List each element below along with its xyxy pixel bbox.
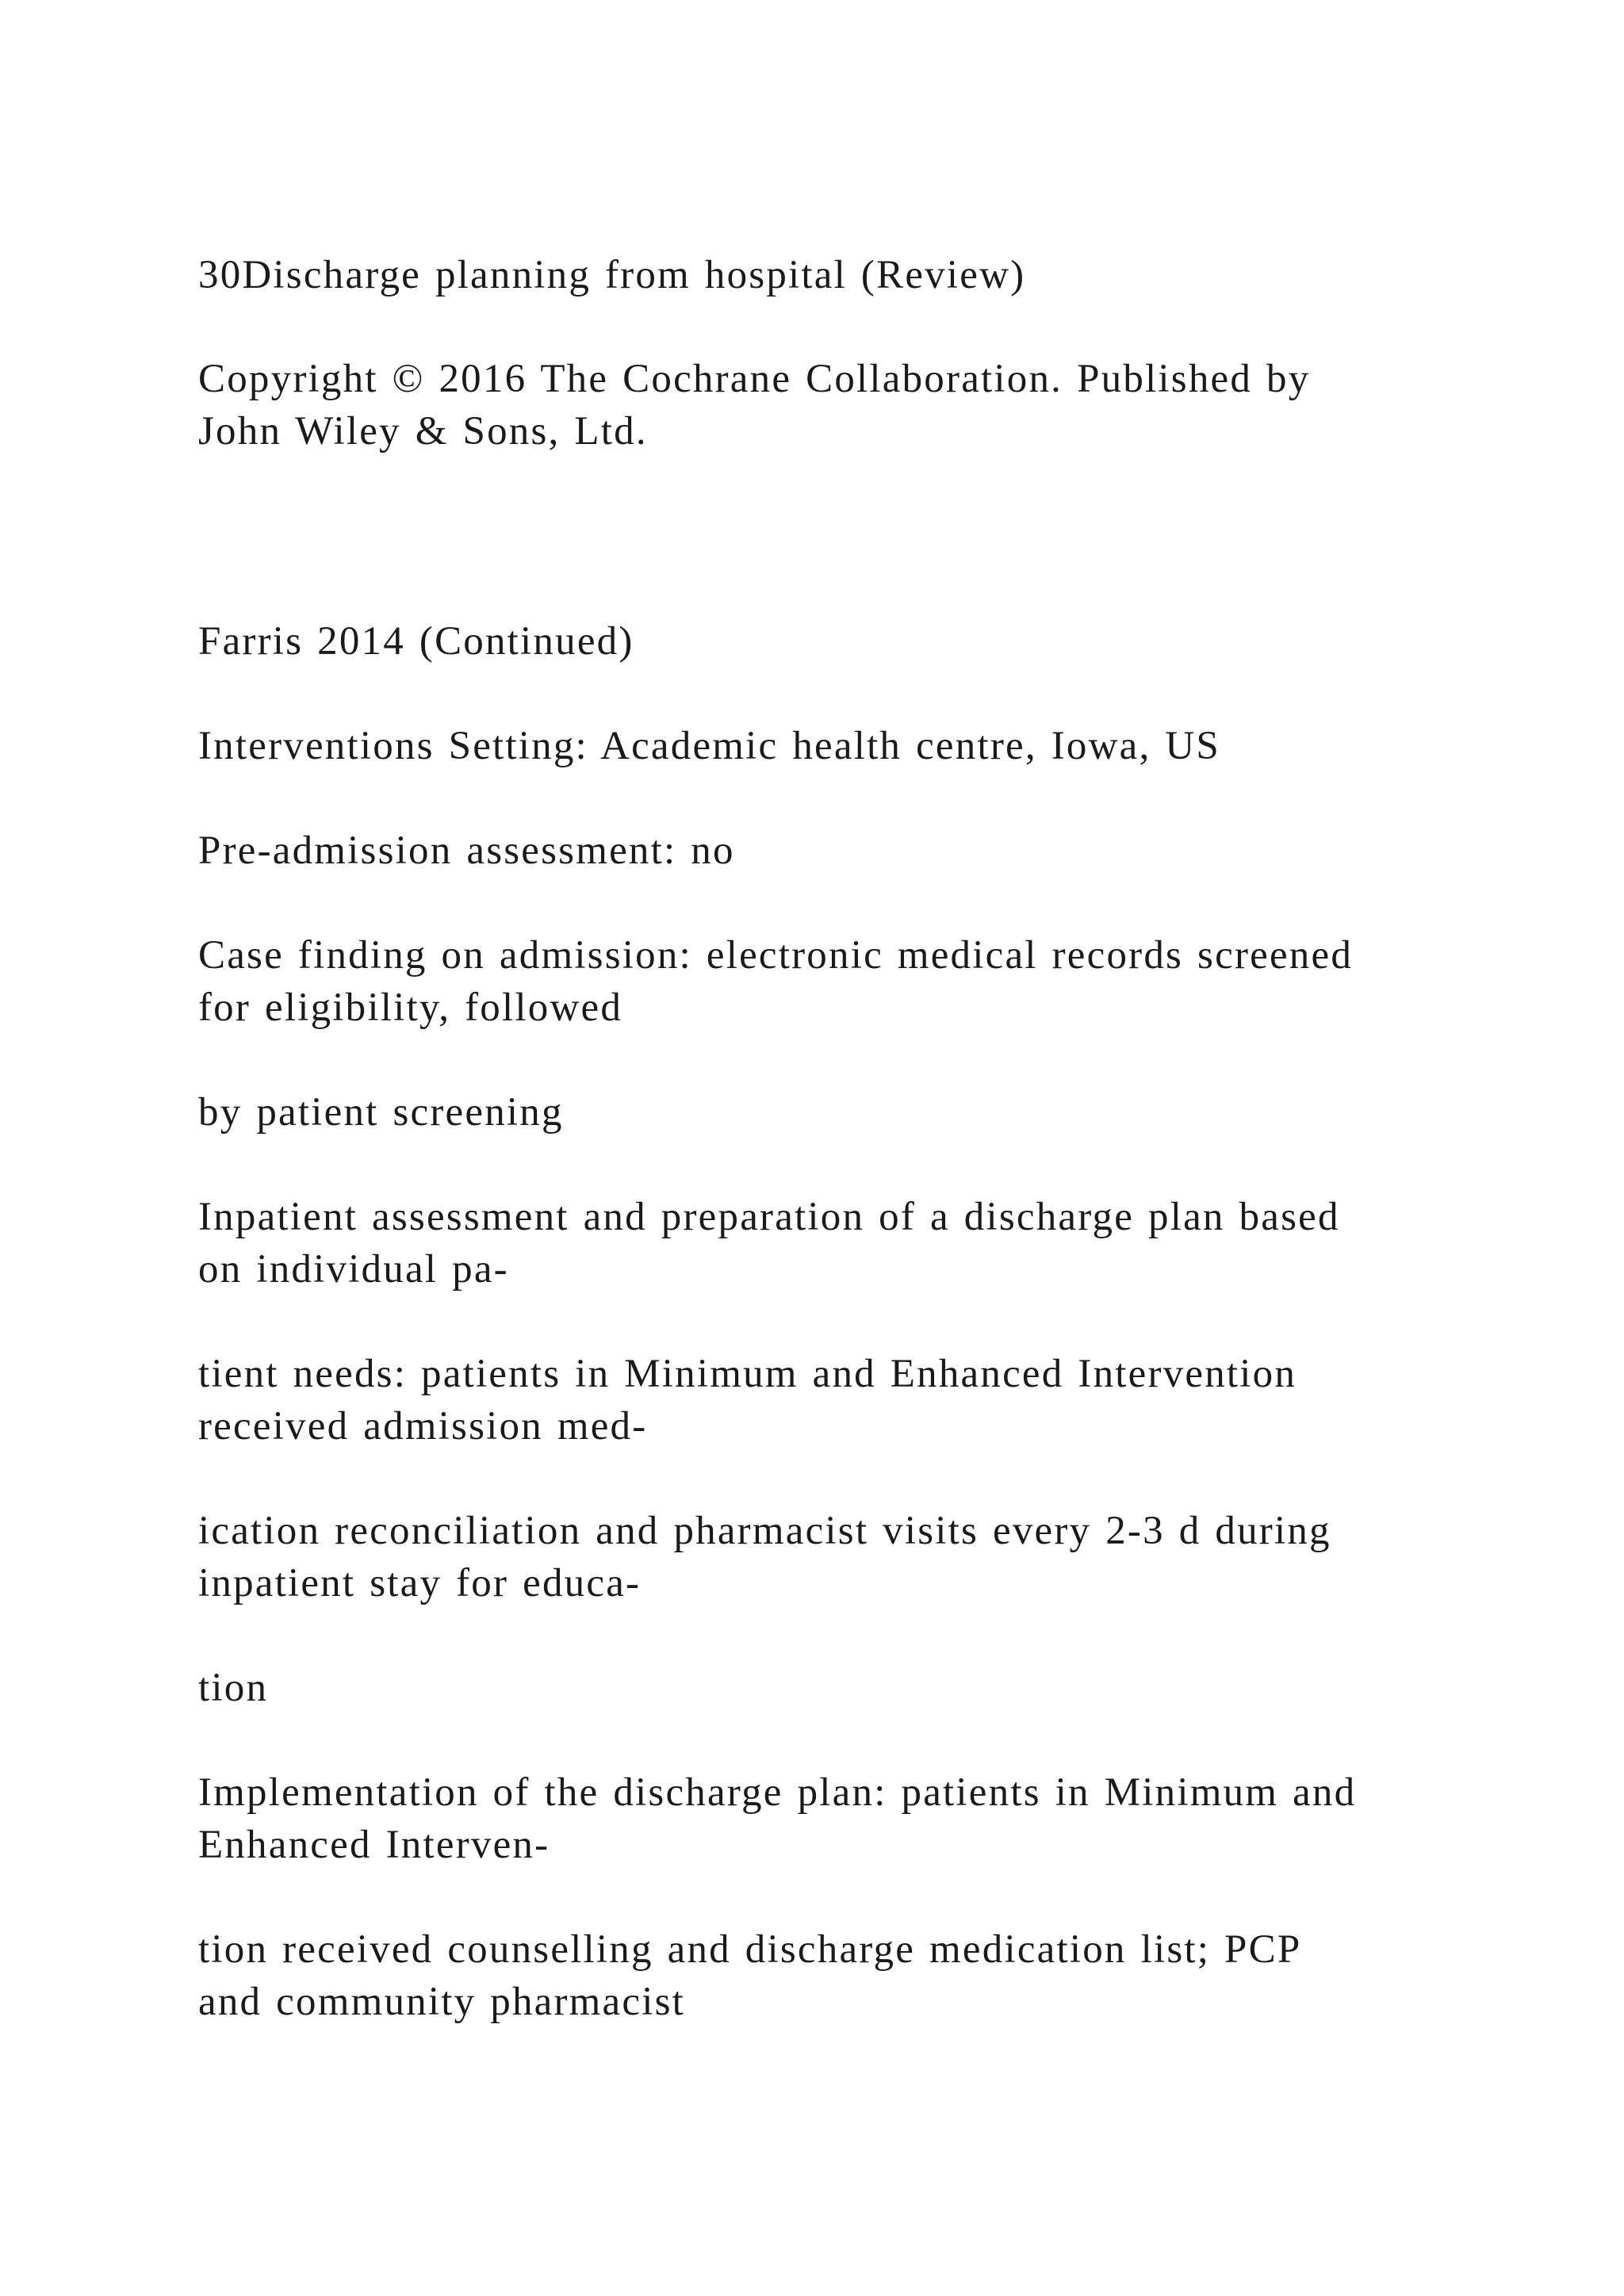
paragraph-line: tient needs: patients in Minimum and Enhanced Intervention [198, 1352, 1297, 1396]
study-heading [198, 615, 1507, 668]
paragraph-line: for eligibility, followed [198, 985, 623, 1030]
document-title-text: 30Discharge planning from hospital (Review) [198, 253, 1026, 297]
study-heading-text: Farris 2014 (Continued) [198, 619, 634, 664]
pre-admission-assessment [198, 825, 1507, 877]
paragraph-line: Case finding on admission: electronic medical records screened [198, 933, 1354, 978]
case-finding-continued [198, 1086, 1507, 1138]
copyright-line: Copyright © 2016 The Cochrane Collaboration. Published by [198, 357, 1311, 401]
counselling-paragraph [198, 1923, 1507, 2028]
paragraph-line: on individual pa- [198, 1247, 509, 1292]
paragraph-line: Inpatient assessment and preparation of a discharge plan based [198, 1195, 1340, 1239]
interventions-setting-text: Interventions Setting: Academic health centre, Iowa, US [198, 724, 1220, 768]
case-finding-paragraph [198, 929, 1507, 1034]
paragraph-line: inpatient stay for educa- [198, 1561, 642, 1605]
paragraph-line: received admission med- [198, 1404, 648, 1448]
implementation-paragraph [198, 1766, 1507, 1871]
pre-admission-text: Pre-admission assessment: no [198, 828, 735, 873]
paragraph-line: Implementation of the discharge plan: patients in Minimum and [198, 1770, 1357, 1815]
patient-needs-paragraph [198, 1348, 1507, 1452]
paragraph-line: and community pharmacist [198, 1980, 685, 2024]
education-fragment [198, 1662, 1507, 1714]
copyright-notice [198, 353, 1507, 457]
paragraph-line: by patient screening [198, 1090, 564, 1135]
document-title [198, 249, 1507, 301]
inpatient-assessment-paragraph [198, 1191, 1507, 1295]
medication-reconciliation-paragraph [198, 1505, 1507, 1609]
copyright-line: John Wiley & Sons, Ltd. [198, 409, 648, 453]
interventions-setting [198, 720, 1507, 772]
paragraph-line: Enhanced Interven- [198, 1823, 550, 1867]
paragraph-line: ication reconciliation and pharmacist visits every 2-3 d during [198, 1509, 1331, 1553]
paragraph-line: tion [198, 1666, 269, 1710]
paragraph-line: tion received counselling and discharge medication list; PCP [198, 1927, 1302, 1972]
